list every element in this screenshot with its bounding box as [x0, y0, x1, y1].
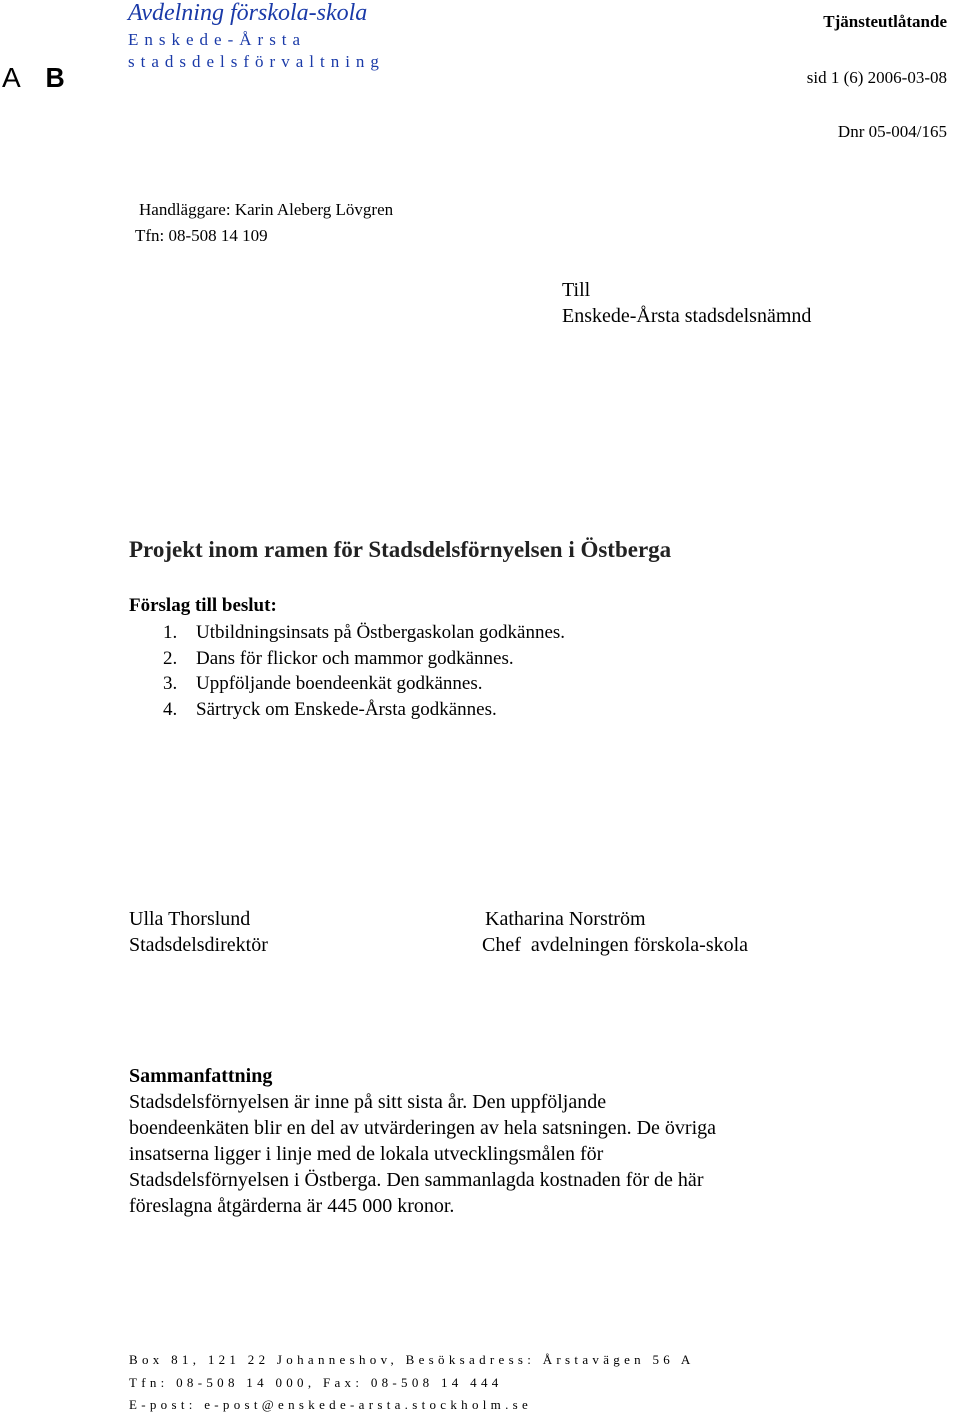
- proposal-list: [163, 620, 565, 722]
- registration-number: Dnr 05-004/165: [837, 122, 947, 141]
- summary-line: insatserna ligger i linje med de lokala utvecklingsmålen för: [129, 1143, 604, 1165]
- footer-email-label: E-post:: [129, 1397, 205, 1412]
- document-type: Tjänsteutlåtande: [823, 12, 947, 31]
- logo-letter-b: B: [45, 62, 67, 93]
- list-item-text: Utbildningsinsats på Östbergaskolan godkännes.: [196, 622, 566, 643]
- summary-line: Stadsdelsförnyelsen i Östberga. Den sammanlagda kostnaden för de här: [129, 1169, 704, 1191]
- footer-address: Box 81, 121 22 Johanneshov, Besöksadress: Årstavägen 56 A: [129, 1352, 695, 1367]
- case-officer: Handläggare: Karin Aleberg Lövgren: [139, 200, 394, 219]
- footer-email-line: [129, 1397, 532, 1413]
- list-item-number: 4.: [163, 698, 178, 720]
- district-name: Enskede-Årsta: [128, 30, 307, 49]
- page-and-date: sid 1 (6) 2006-03-08: [806, 68, 947, 87]
- recipient-label: Till: [562, 279, 591, 301]
- list-item: [163, 646, 565, 672]
- summary-line: boendeenkäten blir en del av utvärderingen av hela satsningen. De övriga: [129, 1117, 717, 1139]
- list-item-text: Särtryck om Enskede-Årsta godkännes.: [196, 698, 497, 720]
- list-item: [163, 671, 565, 697]
- list-item-number: 3.: [163, 673, 178, 694]
- footer-email-link[interactable]: e-post@enskede-arsta.stockholm.se: [204, 1397, 533, 1412]
- logo-letter-a: A: [2, 62, 23, 93]
- summary-body: [129, 1089, 716, 1219]
- list-item-number: 1.: [163, 622, 178, 643]
- administration-name: stadsdelsförvaltning: [128, 52, 385, 71]
- list-item: [163, 697, 565, 723]
- signatory-right-name: Katharina Norström: [485, 908, 646, 930]
- summary-line: Stadsdelsförnyelsen är inne på sitt sista år. Den uppföljande: [129, 1091, 607, 1113]
- case-officer-phone: Tfn: 08-508 14 109: [135, 226, 268, 245]
- list-item-text: Uppföljande boendeenkät godkännes.: [196, 673, 483, 694]
- signatory-left-title: Stadsdelsdirektör: [129, 934, 268, 956]
- proposal-heading: Förslag till beslut:: [129, 595, 277, 616]
- summary-heading: Sammanfattning: [129, 1065, 273, 1087]
- logo: [2, 62, 67, 94]
- list-item-number: 2.: [163, 647, 178, 669]
- recipient-name: Enskede-Årsta stadsdelsnämnd: [562, 305, 812, 327]
- signatory-left-name: Ulla Thorslund: [129, 908, 251, 930]
- page-title: Projekt inom ramen för Stadsdelsförnyelsen i Östberga: [129, 537, 672, 562]
- list-item-text: Dans för flickor och mammor godkännes.: [196, 647, 514, 669]
- signatory-right-title: Chef avdelningen förskola-skola: [482, 934, 749, 956]
- summary-line: föreslagna åtgärderna är 445 000 kronor.: [129, 1195, 455, 1217]
- department-name: Avdelning förskola-skola: [128, 0, 368, 26]
- footer-phone: Tfn: 08-508 14 000, Fax: 08-508 14 444: [129, 1375, 503, 1390]
- list-item: [163, 620, 565, 646]
